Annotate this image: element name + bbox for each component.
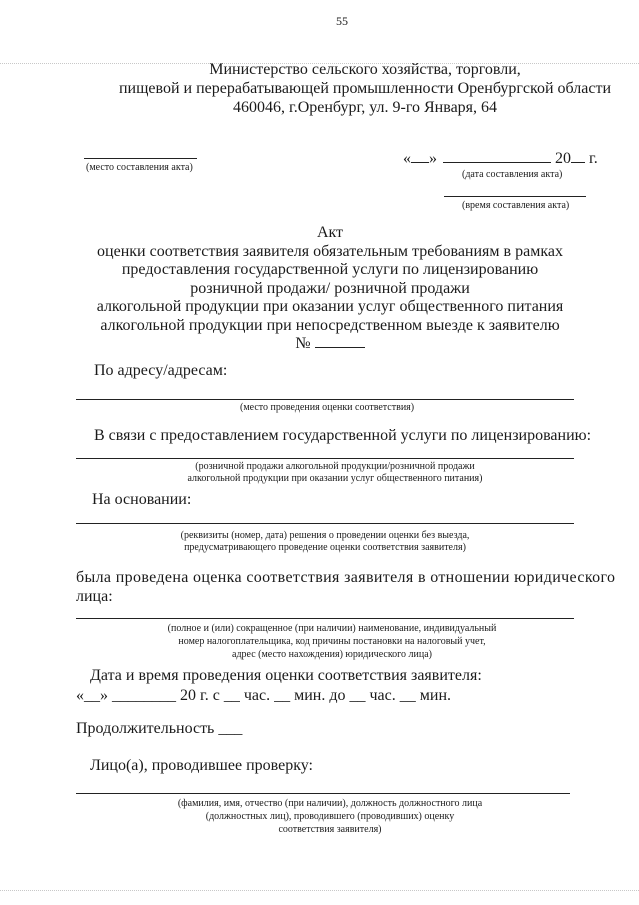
service-caption-line1: (розничной продажи алкогольной продукции/розничной продажи <box>195 461 475 472</box>
header-ministry: Министерство сельского хозяйства, торговли, <box>209 61 521 78</box>
duration-label: Продолжительность ___ <box>76 720 243 737</box>
address-line <box>76 399 574 400</box>
legal-caption-line1: (полное и (или) сокращенное (при наличии) наименование, индивидуальный <box>167 623 497 634</box>
header-ministry-cont: пищевой и перерабатывающей промышленности Оренбургской области <box>118 80 612 97</box>
basis-caption-line1: (реквизиты (номер, дата) решения о проведении оценки без выезда, <box>180 530 470 541</box>
time-caption: (время составления акта) <box>462 200 570 211</box>
legal-caption-line2: номер налогоплательщика, код причины постановки на налоговый учет, <box>178 636 486 647</box>
legal-line1: была проведена оценка соответствия заявителя в отношении юридического <box>76 569 616 586</box>
inspector-caption <box>150 797 510 836</box>
inspector-line <box>76 793 570 794</box>
inspector-caption-line1: (фамилия, имя, отчество (при наличии), должность должностного лица <box>177 798 483 809</box>
basis-line <box>76 523 574 524</box>
datetime-line: «__» ________ 20 г. с __ час. __ мин. до __ час. __ мин. <box>76 687 451 704</box>
legal-caption <box>152 622 512 661</box>
place-line <box>84 158 197 159</box>
time-line <box>444 196 586 197</box>
date-quote-open: « <box>403 150 411 167</box>
inspector-caption-line2: (должностных лиц), проводившего (проводивших) оценку <box>205 811 455 822</box>
act-title-line4: алкогольной продукции при оказании услуг общественного питания <box>96 298 564 315</box>
address-caption: (место проведения оценки соответствия) <box>240 402 415 413</box>
legal-caption-line3: адрес (место нахождения) юридического лица) <box>232 649 432 660</box>
act-word: Акт <box>316 224 344 241</box>
act-title-line2: предоставления государственной услуги по лицензированию <box>121 261 539 278</box>
act-number <box>60 335 600 354</box>
basis-label: На основании: <box>92 491 192 508</box>
act-title <box>60 224 600 354</box>
basis-caption-line2: предусматривающего проведение оценки соответствия заявителя) <box>184 542 466 553</box>
address-label: По адресу/адресам: <box>94 362 228 379</box>
act-title-line5: алкогольной продукции при непосредственном выезде к заявителю <box>100 316 560 334</box>
inspector-label: Лицо(а), проводившее проверку: <box>90 757 313 774</box>
date-caption: (дата составления акта) <box>462 169 563 180</box>
scan-edge-bottom <box>0 890 639 891</box>
date-year-prefix: 20 <box>555 150 571 167</box>
date-field <box>403 150 598 168</box>
legal-line2: лица: <box>76 588 113 605</box>
place-caption: (место составления акта) <box>86 162 193 173</box>
service-caption-line2: алкогольной продукции при оказании услуг общественного питания) <box>187 473 483 484</box>
date-year-suffix: г. <box>589 150 598 167</box>
act-title-line1: оценки соответствия заявителя обязательным требованиям в рамках <box>97 242 563 260</box>
number-sign: № <box>295 335 311 352</box>
legal-line <box>76 618 574 619</box>
datetime-label: Дата и время проведения оценки соответствия заявителя: <box>90 667 482 684</box>
service-line <box>76 458 574 459</box>
inspector-caption-line3: соответствия заявителя) <box>278 824 382 835</box>
header-block <box>100 60 630 117</box>
service-label: В связи с предоставлением государственной услуги по лицензированию: <box>94 427 592 444</box>
basis-caption <box>160 530 490 554</box>
page-number: 55 <box>336 14 348 28</box>
header-address: 460046, г.Оренбург, ул. 9-го Января, 64 <box>232 99 498 116</box>
act-title-line3: розничной продажи/ розничной продажи <box>190 279 470 297</box>
service-caption <box>170 461 500 485</box>
date-quote-close: » <box>429 150 437 167</box>
